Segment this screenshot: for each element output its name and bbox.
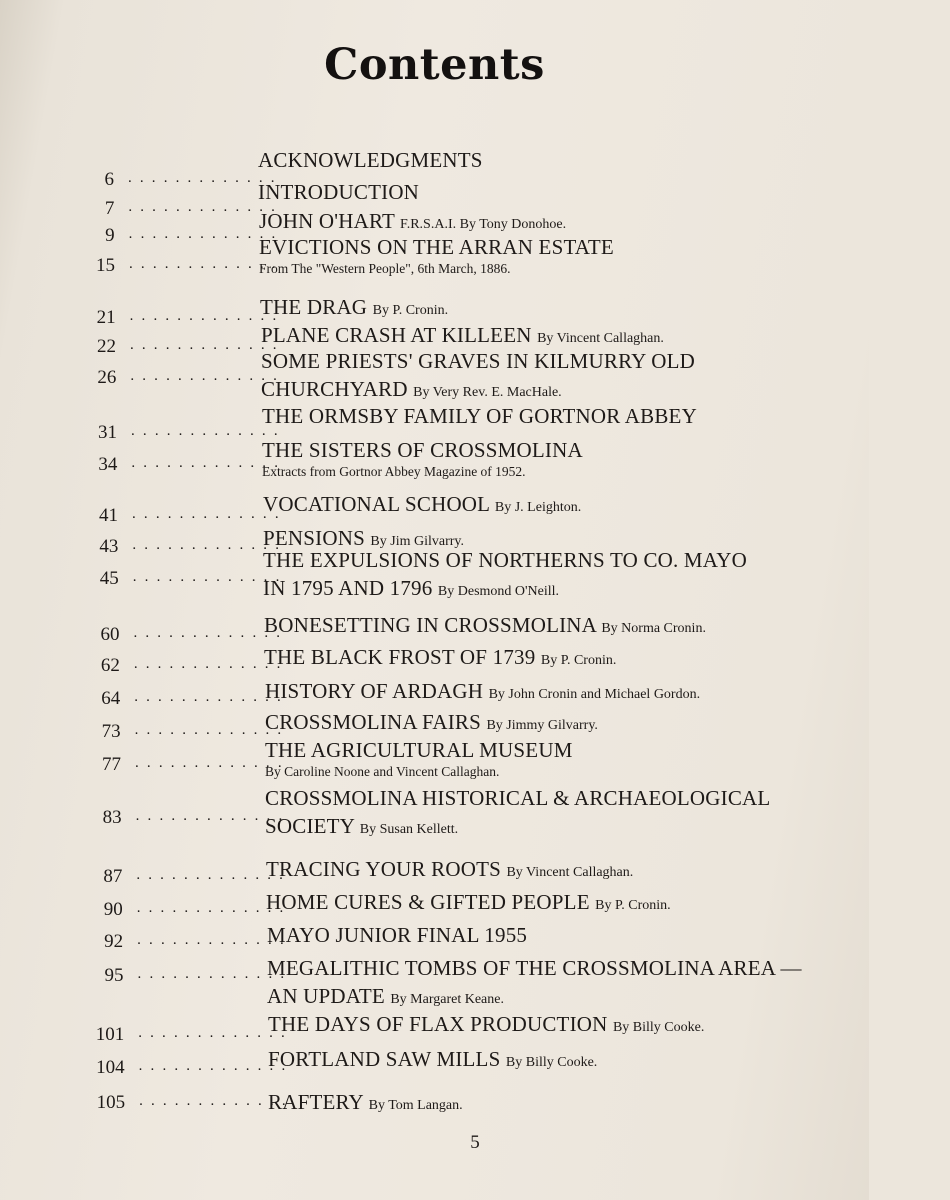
- toc-entry-title: SOME PRIESTS' GRAVES IN KILMURRY OLD: [261, 349, 695, 373]
- toc-entry-author: By J. Leighton.: [494, 500, 582, 515]
- toc-entry-title: HOME CURES & GIFTED PEOPLE: [266, 890, 590, 914]
- toc-entry-title: THE AGRICULTURAL MUSEUM: [265, 738, 573, 762]
- toc-page-number: 7: [104, 198, 115, 219]
- toc-entry-author: By Billy Cooke.: [612, 1020, 705, 1035]
- toc-page-number: 77: [102, 754, 122, 775]
- toc-entry-author: By Tom Langan.: [368, 1098, 463, 1113]
- toc-entry-title: CROSSMOLINA FAIRS: [265, 710, 481, 734]
- toc-page-number: 92: [104, 931, 124, 952]
- toc-entry-subtitle: By Caroline Noone and Vincent Callaghan.: [265, 764, 500, 779]
- toc-page-number: 90: [103, 899, 123, 920]
- toc-entry-author: By Jimmy Gilvarry.: [486, 718, 598, 733]
- toc-entry-title: THE DAYS OF FLAX PRODUCTION: [268, 1012, 608, 1036]
- toc-page-number: 104: [96, 1057, 125, 1078]
- toc-page-number: 15: [96, 255, 116, 276]
- toc-entry-author: By Margaret Keane.: [390, 992, 504, 1007]
- toc-entry-author: By Desmond O'Neill.: [437, 584, 560, 599]
- toc-page-number: 9: [105, 225, 115, 246]
- toc-entry-title: INTRODUCTION: [258, 180, 420, 204]
- toc-page-number: 64: [101, 688, 121, 709]
- dot-leader: . . . . . . . . . . . . .: [135, 808, 285, 824]
- toc-entry-title: BONESETTING IN CROSSMOLINA: [264, 613, 596, 637]
- toc-page-number: 45: [99, 568, 119, 589]
- toc-entry-title: PENSIONS: [263, 526, 365, 550]
- toc-page-number: 26: [97, 367, 117, 388]
- toc-entry-title: THE DRAG: [260, 295, 368, 319]
- toc-page-number: 31: [98, 422, 118, 443]
- toc-entry-title: RAFTERY: [268, 1090, 364, 1114]
- toc-entry-author: By P. Cronin.: [540, 653, 617, 668]
- toc-entry-title-continued: SOCIETY: [265, 814, 355, 838]
- toc-page-number: 34: [98, 454, 118, 475]
- toc-entry-author: F.R.S.A.I. By Tony Donohoe.: [400, 217, 567, 232]
- toc-entry-author: By Very Rev. E. MacHale.: [413, 385, 562, 400]
- dot-leader: . . . . . . . . . . . . .: [128, 170, 277, 186]
- toc-entry-title: EVICTIONS ON THE ARRAN ESTATE: [259, 235, 614, 259]
- toc-entry-title: THE BLACK FROST OF 1739: [264, 645, 536, 669]
- dot-leader: . . . . . . . . . . . . .: [137, 932, 286, 948]
- dot-leader: . . . . . . . . . . . . .: [130, 368, 280, 384]
- dot-leader: . . . . . . . . . . . . .: [132, 537, 282, 553]
- dot-leader: . . . . . . . . . . . . .: [128, 199, 278, 215]
- dot-leader: . . . . . . . . . . . . .: [136, 867, 286, 883]
- toc-entry-author: By Billy Cooke.: [505, 1055, 598, 1070]
- toc-entry-author: By Jim Gilvarry.: [370, 534, 465, 549]
- dot-leader: . . . . . . . . . . . . .: [131, 423, 280, 439]
- toc-entry-author: By P. Cronin.: [372, 303, 449, 318]
- toc-entry-title-continued: CHURCHYARD: [261, 377, 408, 401]
- dot-leader: . . . . . . . . . . . . .: [138, 1058, 288, 1074]
- dot-leader: . . . . . . . . . . . . .: [132, 569, 282, 585]
- dot-leader: . . . . . . . . . . . . .: [129, 256, 278, 272]
- toc-entry-title-continued: AN UPDATE: [267, 984, 385, 1008]
- toc-entry-author: By P. Cronin.: [595, 898, 671, 913]
- toc-page-number: 87: [103, 866, 123, 887]
- toc-page-number: 60: [100, 624, 120, 645]
- toc-entry-title: TRACING YOUR ROOTS: [266, 857, 501, 881]
- toc-entry-title: THE SISTERS OF CROSSMOLINA: [262, 438, 583, 462]
- page-title: Contents: [324, 40, 545, 90]
- toc-entry-title-continued: IN 1795 AND 1796: [263, 576, 433, 600]
- toc-entry-title: THE ORMSBY FAMILY OF GORTNOR ABBEY: [262, 404, 697, 428]
- dot-leader: . . . . . . . . . . . . .: [128, 226, 278, 242]
- toc-entry-author: By John Cronin and Michael Gordon.: [488, 687, 701, 702]
- toc-page-number: 41: [99, 505, 119, 526]
- dot-leader: . . . . . . . . . . . . .: [132, 506, 281, 522]
- toc-page-number: 83: [102, 807, 122, 828]
- toc-entry-author: By Vincent Callaghan.: [506, 865, 634, 880]
- toc-entry-title: MEGALITHIC TOMBS OF THE CROSSMOLINA AREA —: [267, 956, 802, 980]
- page-number: 5: [470, 1132, 480, 1153]
- toc-entry-author: By Vincent Callaghan.: [537, 331, 664, 346]
- toc-entry-title: THE EXPULSIONS OF NORTHERNS TO CO. MAYO: [263, 548, 747, 572]
- toc-entry-subtitle: From The "Western People", 6th March, 1886.: [259, 261, 511, 276]
- toc-entry-title: PLANE CRASH AT KILLEEN: [261, 323, 532, 347]
- toc-entry-title: FORTLAND SAW MILLS: [268, 1047, 501, 1071]
- toc-entry-author: By Norma Cronin.: [601, 621, 706, 636]
- dot-leader: . . . . . . . . . . . . .: [138, 1025, 287, 1041]
- dot-leader: . . . . . . . . . . . . .: [137, 966, 287, 982]
- toc-page-number: 105: [96, 1092, 126, 1113]
- toc-entry-title: ACKNOWLEDGMENTS: [258, 148, 483, 172]
- dot-leader: . . . . . . . . . . . . .: [129, 308, 279, 324]
- dot-leader: . . . . . . . . . . . . .: [134, 722, 284, 738]
- toc-page-number: 21: [96, 307, 116, 328]
- toc-page-number: 95: [104, 965, 124, 986]
- toc-entry-subtitle: Extracts from Gortnor Abbey Magazine of 1952.: [262, 464, 526, 479]
- toc-entry-title: JOHN O'HART: [259, 209, 395, 233]
- toc-entry-title: CROSSMOLINA HISTORICAL & ARCHAEOLOGICAL: [265, 786, 771, 810]
- toc-page-number: 73: [101, 721, 121, 742]
- dot-leader: . . . . . . . . . . . . .: [133, 656, 283, 672]
- toc-entry-title: HISTORY OF ARDAGH: [265, 679, 484, 703]
- toc-page-number: 62: [100, 655, 120, 676]
- dot-leader: . . . . . . . . . . . . .: [130, 337, 279, 353]
- toc-page-number: 6: [104, 169, 114, 190]
- dot-leader: . . . . . . . . . . . . .: [139, 1093, 288, 1109]
- dot-leader: . . . . . . . . . . . . .: [134, 689, 283, 705]
- toc-page-number: 22: [97, 336, 116, 357]
- dot-leader: . . . . . . . . . . . . .: [135, 755, 284, 771]
- toc-entry-author: By Susan Kellett.: [359, 822, 459, 837]
- dot-leader: . . . . . . . . . . . . .: [131, 455, 281, 471]
- dot-leader: . . . . . . . . . . . . .: [136, 900, 286, 916]
- dot-leader: . . . . . . . . . . . . .: [133, 625, 283, 641]
- toc-entry-title: VOCATIONAL SCHOOL: [263, 492, 490, 516]
- toc-page-number: 43: [99, 536, 119, 557]
- toc-page-number: 101: [95, 1024, 125, 1045]
- toc-entry-title: MAYO JUNIOR FINAL 1955: [267, 923, 528, 947]
